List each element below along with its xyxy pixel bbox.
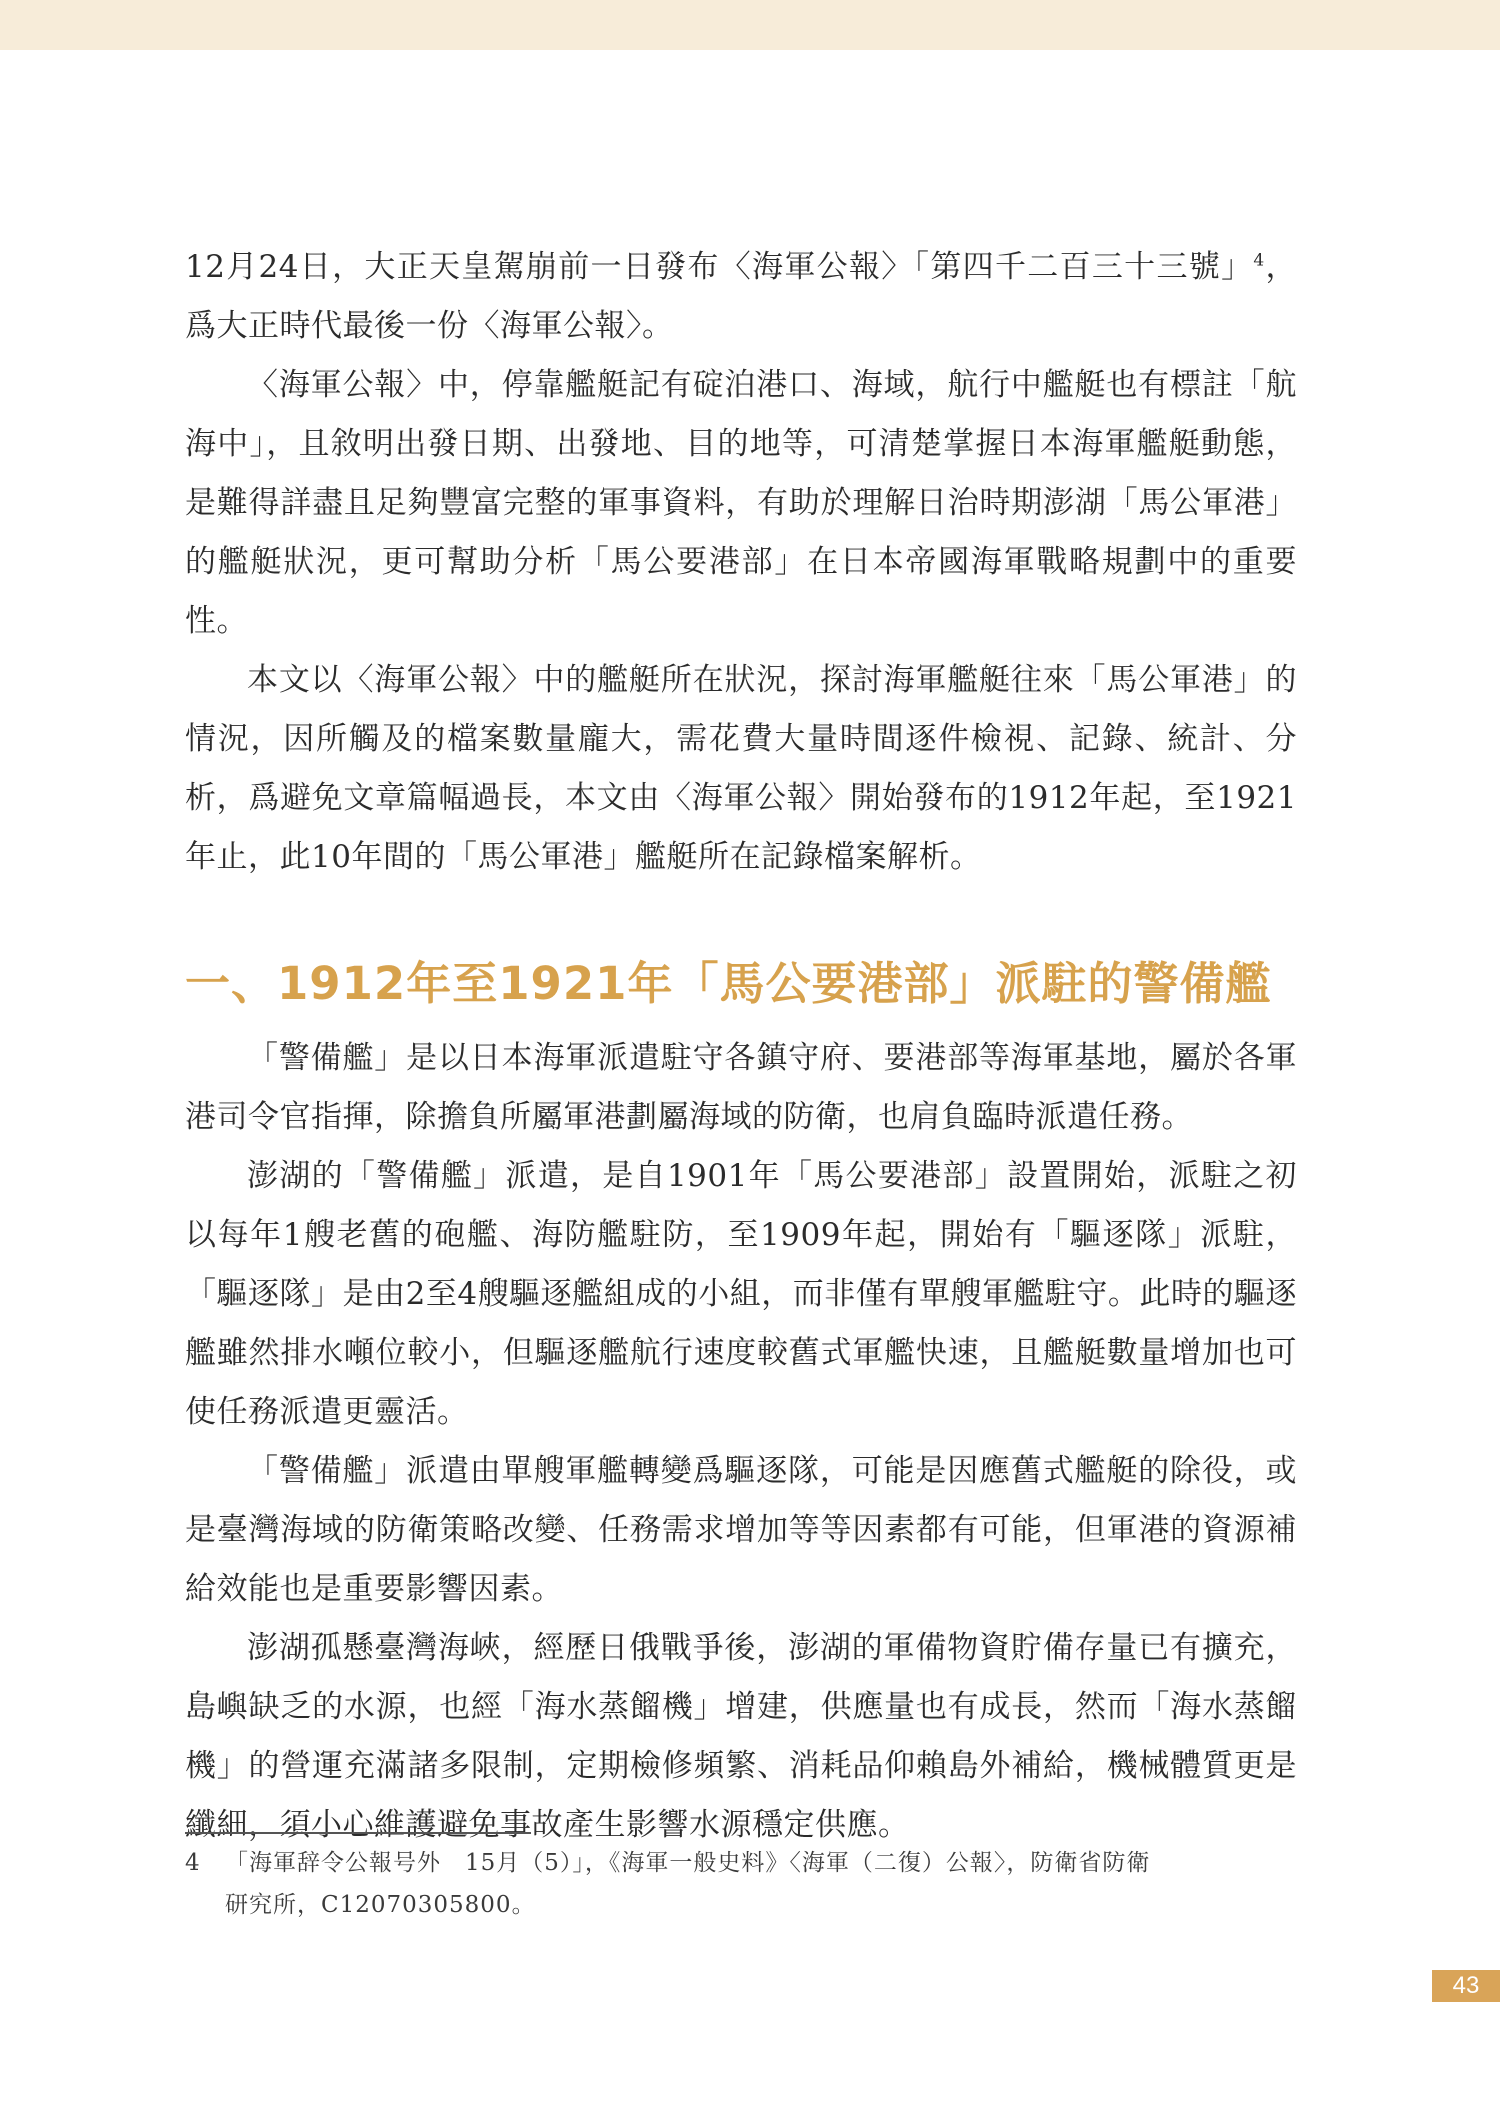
page-top-band [0, 0, 1500, 50]
paragraph-intro-1-tail: ，爲大正時代最後一份〈海軍公報〉。 [185, 249, 1298, 344]
footnote-divider [185, 1832, 531, 1834]
section-heading: 一、1912年至1921年「馬公要港部」派駐的警備艦 [185, 957, 1272, 1010]
page-number: 43 [1432, 1970, 1500, 2002]
section-paragraph-1: 「警備艦」是以日本海軍派遣駐守各鎮守府、要港部等海軍基地，屬於各軍港司令官指揮，除擔負所屬軍港劃屬海域的防衛，也肩負臨時派遣任務。 [185, 1040, 1297, 1135]
paragraph-intro-3: 本文以〈海軍公報〉中的艦艇所在狀況，探討海軍艦艇往來「馬公軍港」的情況，因所觸及的檔案數量龐大，需花費大量時間逐件檢視、記錄、統計、分析，爲避免文章篇幅過長，本文由〈海軍公報〉開始發布的1912年起，至1921年止，此10年間的「馬公軍港」艦艇所在記錄檔案解析。 [185, 662, 1297, 875]
section-paragraph-2: 澎湖的「警備艦」派遣，是自1901年「馬公要港部」設置開始，派駐之初以每年1艘老舊的砲艦、海防艦駐防，至1909年起，開始有「驅逐隊」派駐，「驅逐隊」是由2至4艘驅逐艦組成的小組，而非僅有單艘軍艦駐守。此時的驅逐艦雖然排水噸位較小，但驅逐艦航行速度較舊式軍艦快速，且艦艇數量增加也可使任務派遣更靈活。 [185, 1158, 1297, 1430]
paragraph-intro-1 [185, 238, 1297, 356]
footnote-text-1: 「海軍辞令公報号外 15月（5）」，《海軍一般史料》〈海軍（二復）公報〉，防衛省防衛 [225, 1850, 1151, 1876]
footnote-line-2: 研究所，C12070305800。 [225, 1892, 536, 1918]
paragraph-intro-2: 〈海軍公報〉中，停靠艦艇記有碇泊港口、海域，航行中艦艇也有標註「航海中」，且敘明出發日期、出發地、目的地等，可清楚掌握日本海軍艦艇動態，是難得詳盡且足夠豐富完整的軍事資料，有助於理解日治時期澎湖「馬公軍港」的艦艇狀況，更可幫助分析「馬公要港部」在日本帝國海軍戰略規劃中的重要性。 [185, 367, 1297, 639]
footnote-number: 4 [185, 1850, 201, 1876]
section-paragraph-4: 澎湖孤懸臺灣海峽，經歷日俄戰爭後，澎湖的軍備物資貯備存量已有擴充，島嶼缺乏的水源，也經「海水蒸餾機」增建，供應量也有成長，然而「海水蒸餾機」的營運充滿諸多限制，定期檢修頻繁、消耗品仰賴島外補給，機械體質更是纖細，須小心維護避免事故產生影響水源穩定供應。 [185, 1630, 1297, 1843]
footnote-reference: 4 [1253, 250, 1265, 271]
footnote-line-1 [185, 1842, 1297, 1884]
main-content [185, 238, 1297, 1855]
section-paragraph-3: 「警備艦」派遣由單艘軍艦轉變爲驅逐隊，可能是因應舊式艦艇的除役，或是臺灣海域的防衛策略改變、任務需求增加等等因素都有可能，但軍港的資源補給效能也是重要影響因素。 [185, 1453, 1297, 1607]
paragraph-intro-1-text: 12月24日，大正天皇駕崩前一日發布〈海軍公報〉「第四千二百三十三號」 [185, 249, 1254, 285]
footnote [185, 1842, 1297, 1926]
